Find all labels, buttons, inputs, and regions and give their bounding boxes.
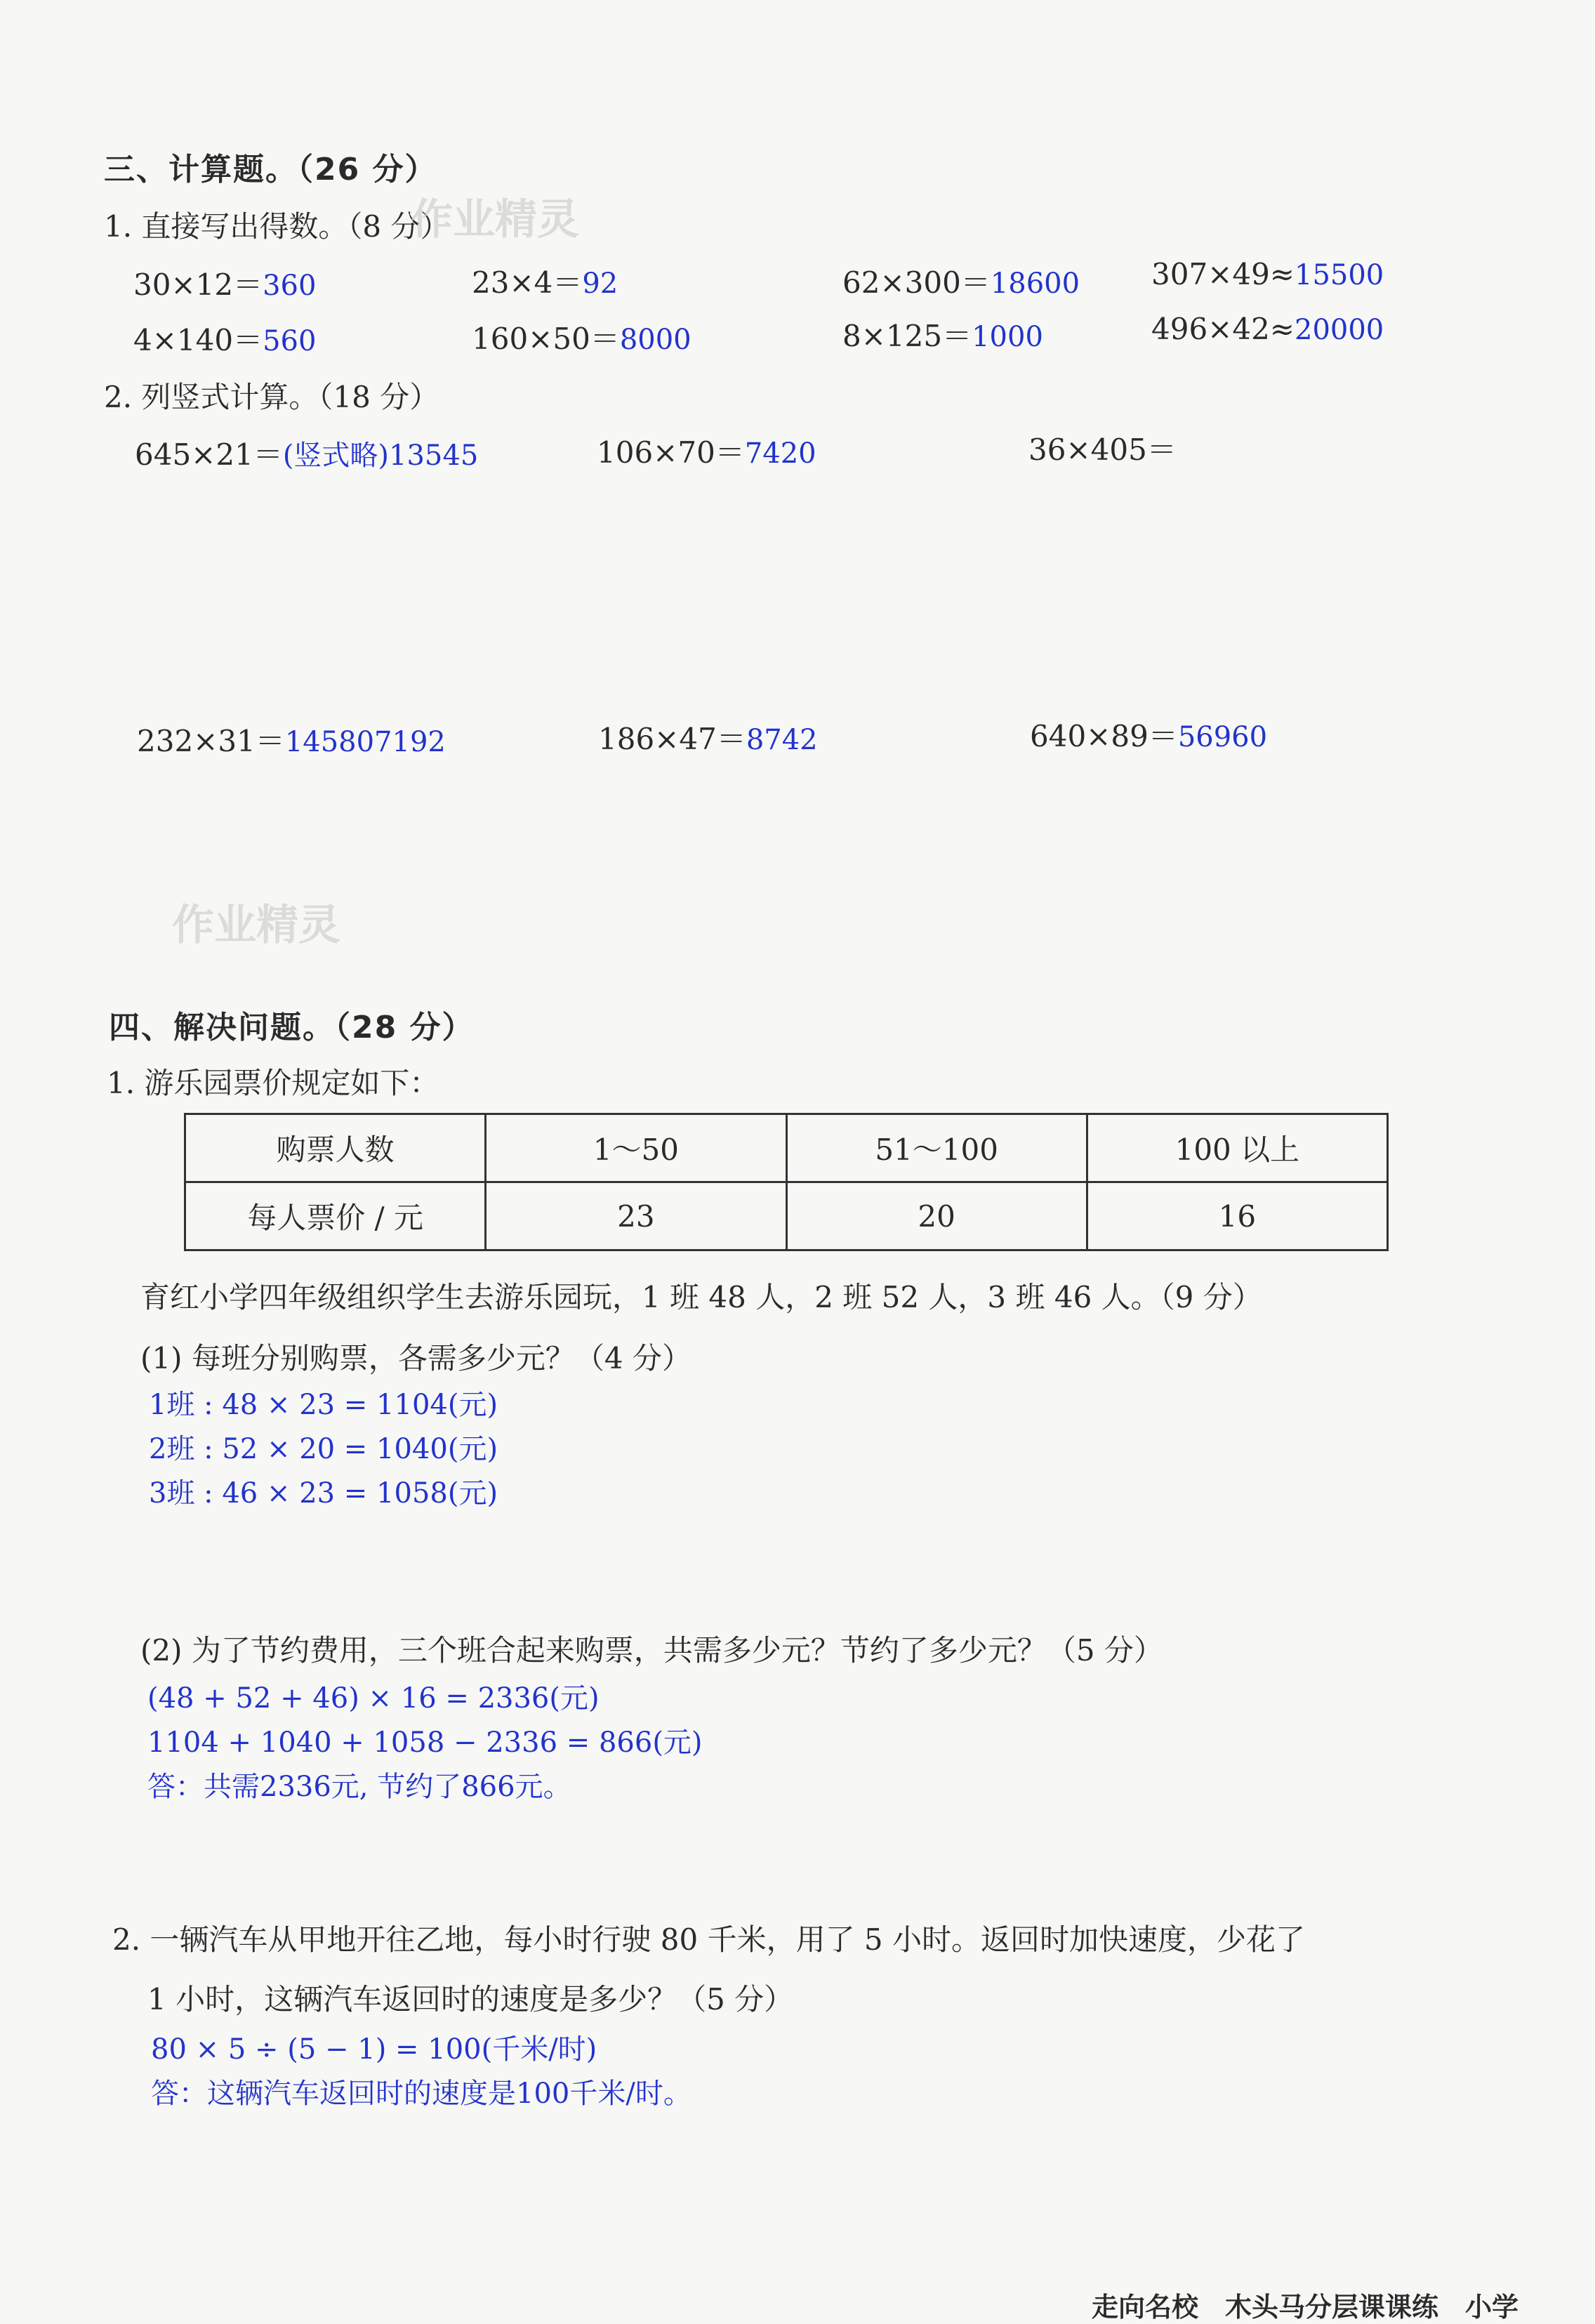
q4-2-line2: 1 小时，这辆汽车返回时的速度是多少？（5 分）	[147, 1982, 794, 2016]
q2-item: 36×405＝	[1028, 433, 1177, 467]
q1-item: 30×12＝360	[133, 268, 317, 302]
table-cell: 51～100	[786, 1114, 1087, 1182]
q2-title: 2. 列竖式计算。（18 分）	[104, 380, 439, 414]
q2-item: 645×21＝(竖式略)13545	[135, 437, 479, 472]
q1-item: 62×300＝18600	[842, 265, 1080, 300]
q4-2-line1: 2. 一辆汽车从甲地开往乙地，每小时行驶 80 千米，用了 5 小时。返回时加快速度，少花了	[112, 1922, 1305, 1957]
table-row	[185, 1114, 1388, 1182]
section4-title: 四、解决问题。（28 分）	[109, 1010, 475, 1045]
q4-1-sub1-question: (1) 每班分别购票，各需多少元？（4 分）	[140, 1341, 691, 1375]
q1-item: 4×140＝560	[133, 323, 317, 357]
table-row	[185, 1182, 1388, 1250]
q2-item: 640×89＝56960	[1030, 719, 1268, 753]
answer-line: 3班 : 46 × 23 = 1058(元)	[149, 1477, 498, 1510]
answer-line: 答：共需2336元, 节约了866元。	[147, 1771, 571, 1803]
answer-line: 80 × 5 ÷ (5 − 1) = 100(千米/时)	[151, 2033, 597, 2066]
table-cell: 16	[1087, 1182, 1387, 1250]
q1-item: 160×50＝8000	[472, 322, 691, 356]
watermark: 作业精灵	[411, 195, 579, 244]
table-cell: 23	[486, 1182, 786, 1250]
q2-item: 232×31＝145807192	[137, 724, 446, 758]
table-cell: 100 以上	[1087, 1114, 1387, 1182]
table-cell: 购票人数	[185, 1114, 486, 1182]
q4-1-sub2-question: (2) 为了节约费用，三个班合起来购票，共需多少元？节约了多少元？（5 分）	[140, 1633, 1163, 1668]
q1-item: 8×125＝1000	[842, 319, 1043, 353]
price-table	[184, 1113, 1389, 1251]
q1-item: 307×49≈15500	[1151, 257, 1384, 291]
q4-1-sub1-answers	[149, 1383, 498, 1516]
answer-line: (48 + 52 + 46) × 16 = 2336(元)	[147, 1682, 600, 1715]
q4-1-desc: 育红小学四年级组织学生去游乐园玩，1 班 48 人，2 班 52 人，3 班 46 人。（9 分）	[140, 1280, 1262, 1314]
table-cell: 20	[786, 1182, 1087, 1250]
answer-line: 答：这辆汽车返回时的速度是100千米/时。	[151, 2078, 691, 2110]
q1-title: 1. 直接写出得数。（8 分）	[104, 209, 450, 244]
q1-item: 23×4＝92	[472, 265, 618, 300]
footer: 走向名校 木头马分层课课练 小学	[1092, 2292, 1519, 2323]
q4-1-title: 1. 游乐园票价规定如下：	[107, 1066, 439, 1100]
answer-line: 1班 : 48 × 23 = 1104(元)	[149, 1389, 498, 1421]
answer-line: 1104 + 1040 + 1058 − 2336 = 866(元)	[147, 1727, 703, 1759]
watermark: 作业精灵	[172, 901, 340, 950]
q4-1-sub2-answers	[147, 1677, 703, 1809]
q2-item: 186×47＝8742	[598, 722, 818, 756]
q4-2-answers	[151, 2028, 691, 2116]
table-cell: 1～50	[486, 1114, 786, 1182]
table-cell: 每人票价 / 元	[185, 1182, 486, 1250]
q1-item: 496×42≈20000	[1151, 312, 1384, 346]
section3-title: 三、计算题。（26 分）	[104, 152, 437, 187]
q2-item: 106×70＝7420	[597, 435, 816, 470]
answer-line: 2班 : 52 × 20 = 1040(元)	[149, 1433, 498, 1465]
